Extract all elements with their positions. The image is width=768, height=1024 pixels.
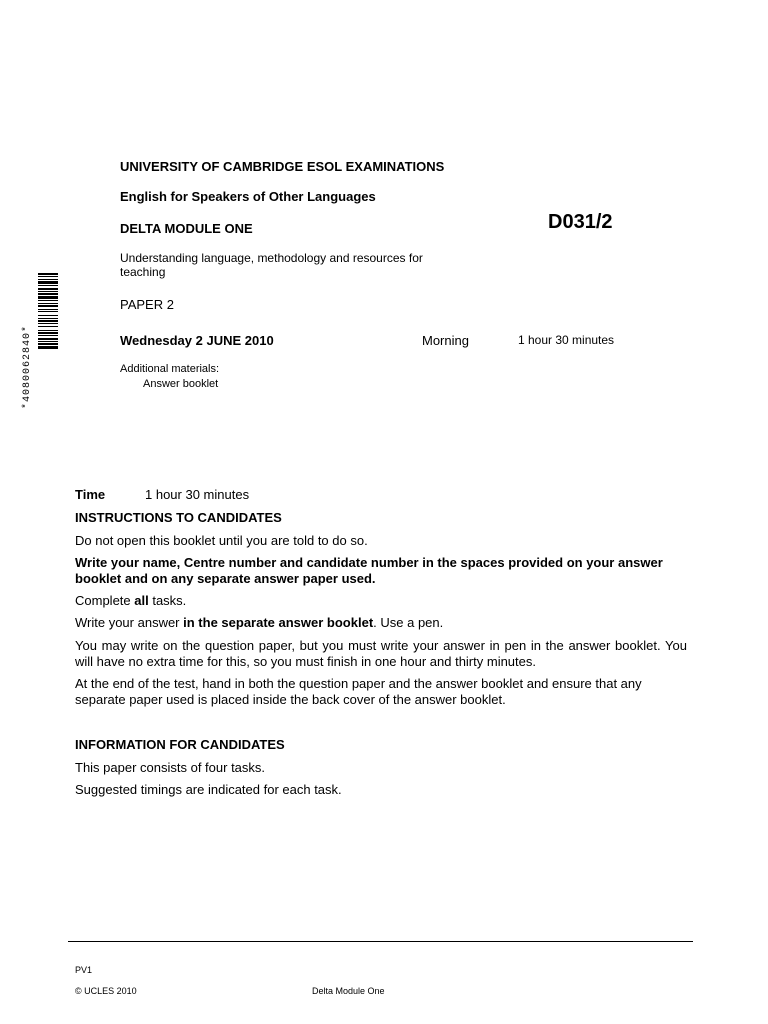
barcode-bar (38, 338, 58, 340)
instructions-heading: INSTRUCTIONS TO CANDIDATES (75, 510, 282, 525)
barcode-bar (38, 326, 58, 327)
barcode-bar (38, 305, 58, 307)
barcode-bar (38, 315, 58, 316)
barcode-bar (38, 332, 58, 334)
barcode-bar (38, 318, 58, 319)
paper-number: PAPER 2 (120, 297, 174, 312)
paper-code: D031/2 (548, 211, 613, 233)
instruction-line-6: At the end of the test, hand in both the question paper and the answer booklet and ensure that any separate paper used is placed inside the back cover of the answer booklet. (75, 676, 642, 707)
barcode-bar (38, 300, 58, 301)
instruction-line-2: Write your name, Centre number and candidate number in the spaces provided on your answer booklet and on any separate answer paper used. (75, 555, 663, 586)
instruction-line-5: You may write on the question paper, but you must write your answer in pen in the answer booklet. You will have no extra time for this, so you must finish in one hour and thirty minutes. (75, 638, 687, 669)
footer-copyright: © UCLES 2010 (75, 986, 137, 996)
information-heading: INFORMATION FOR CANDIDATES (75, 737, 285, 752)
information-line-2: Suggested timings are indicated for each task. (75, 782, 342, 797)
barcode-bar (38, 320, 58, 322)
exam-duration: 1 hour 30 minutes (518, 333, 615, 347)
barcode-bar (38, 273, 58, 275)
barcode-bar (38, 323, 58, 324)
footer-rule (68, 941, 693, 942)
exam-session: Morning (422, 333, 469, 348)
instruction-line-3: Complete all tasks. (75, 593, 187, 608)
barcode-bar (38, 291, 58, 292)
exam-date: Wednesday 2 JUNE 2010 (120, 333, 274, 348)
module-name: DELTA MODULE ONE (120, 221, 253, 236)
exam-board: UNIVERSITY OF CAMBRIDGE ESOL EXAMINATIONS (120, 159, 445, 174)
time-value: 1 hour 30 minutes (145, 487, 250, 502)
barcode-bar (38, 341, 58, 342)
instruction-line-4: Write your answer in the separate answer booklet. Use a pen. (75, 615, 444, 630)
barcode-bar (38, 285, 58, 286)
exam-subtitle: English for Speakers of Other Languages (120, 189, 376, 204)
barcode-bar (38, 303, 58, 304)
time-label: Time (75, 487, 106, 502)
materials-label: Additional materials: (120, 363, 220, 375)
module-description: Understanding language, methodology and resources for teaching (120, 251, 423, 279)
barcode-bar (38, 279, 58, 280)
barcode-number: *4080062840* (22, 324, 33, 409)
information-line-1: This paper consists of four tasks. (75, 760, 266, 775)
barcode-bar (38, 288, 58, 290)
barcode-bar (38, 309, 58, 310)
barcode-bar (38, 346, 58, 349)
barcode-bar (38, 293, 58, 295)
instruction-line-1: Do not open this booklet until you are told to do so. (75, 533, 368, 548)
barcode-bar (38, 335, 58, 336)
barcode-bar (38, 281, 58, 284)
barcode-bar (38, 311, 58, 312)
barcode-image (38, 273, 58, 409)
barcode-bar (38, 296, 58, 299)
barcode-bar (38, 276, 58, 277)
materials-item: Answer booklet (143, 378, 219, 390)
footer-title: Delta Module One (312, 986, 385, 996)
footer-code: PV1 (75, 965, 93, 975)
barcode-bar (38, 343, 58, 345)
barcode-bar (38, 330, 58, 331)
